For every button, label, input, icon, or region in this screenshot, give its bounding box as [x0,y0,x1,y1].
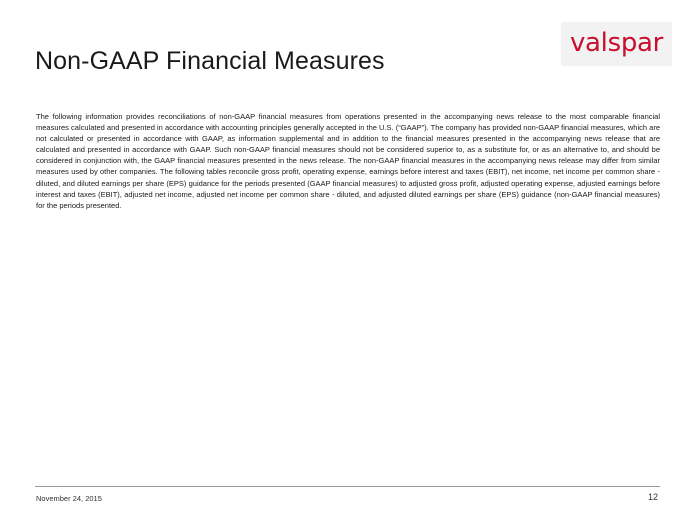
valspar-logo [561,22,672,66]
logo-text: valspar [569,28,664,58]
footer-divider [35,486,660,487]
page-number: 12 [647,492,658,502]
body-paragraph: The following information provides reconciliations of non-GAAP financial measures from operations presented in the accompanying news release to the most comparable financial measures calculated and presented in accordance with accounting principles generally accepted in the U.S. (“GAAP”). The company has provided non-GAAP financial measures, which are not calculated or presented in accordance with GAAP, as information supplemental and in addition to the financial measures presented in the accompanying news release that are calculated and presented in accordance with GAAP. Such non-GAAP financial measures should not be considered superior to, as a substitute for, or as an alternative to, and should be considered in conjunction with, the GAAP financial measures presented in the news release. The non-GAAP financial measures in the accompanying news release may differ from similar measures used by other companies. The following tables reconcile gross profit, operating expense, earnings before interest and taxes (EBIT), net income, net income per common share - diluted, and diluted earnings per share (EPS) guidance for the periods presented (GAAP financial measures) to adjusted gross profit, adjusted operating expense, adjusted earnings before interest and taxes (EBIT), adjusted net income, adjusted net income per common share - diluted, and adjusted diluted earnings per share (EPS) guidance (non-GAAP financial measures) for the periods presented. [36,112,660,210]
page-title: Non-GAAP Financial Measures [35,46,385,75]
footer-date: November 24, 2015 [36,494,102,503]
